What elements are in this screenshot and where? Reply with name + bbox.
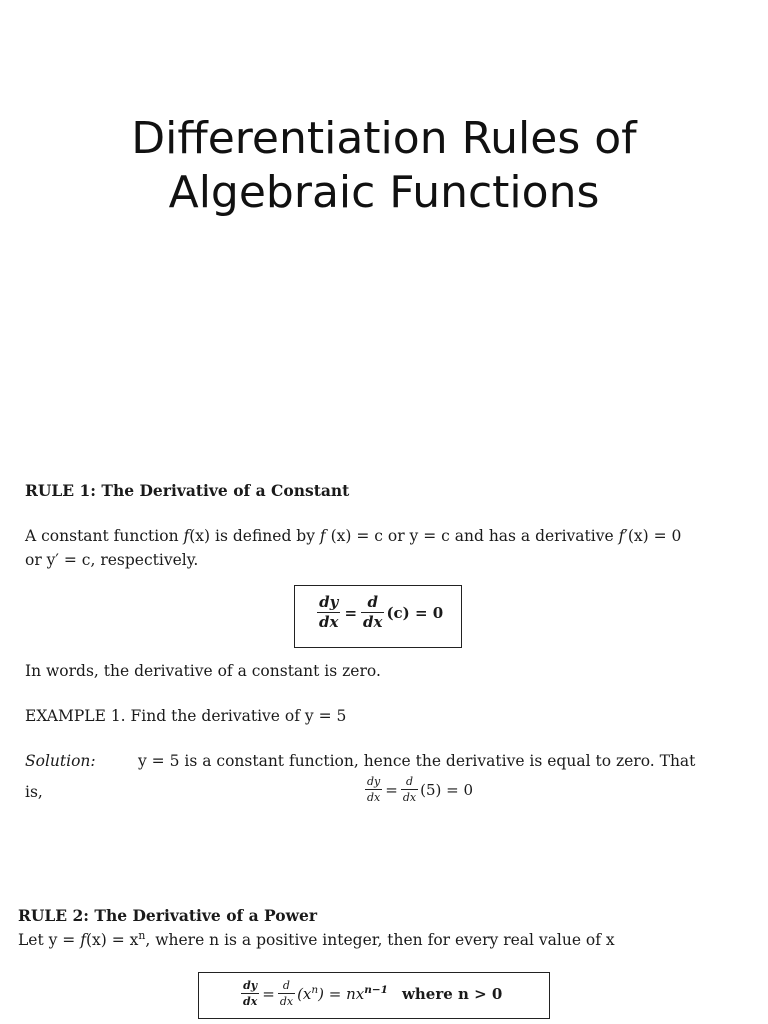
rule1-desc-f: f [183, 527, 190, 545]
rule1-desc-line1 [25, 527, 681, 545]
solution-is: is, [25, 783, 43, 801]
title-line-2: Algebraic Functions [168, 167, 600, 218]
title-line-1: Differentiation Rules of [131, 113, 637, 164]
rule2-desc-text: (x) = x [85, 931, 139, 949]
frac-numerator: d [278, 980, 295, 994]
formula-exponent: n [311, 983, 319, 996]
rule2-desc-f: f [80, 931, 86, 949]
rule2-frac-dydx [241, 980, 259, 1007]
rule2-desc-text: , where n is a positive integer, then for every real value of x [145, 931, 615, 949]
formula-tail: (c) = 0 [386, 603, 444, 622]
formula-part: (x [297, 984, 312, 1003]
equals-sign: = [344, 603, 358, 622]
solution-frac-ddx [401, 776, 418, 803]
rule1-heading: RULE 1: The Derivative of a Constant [25, 481, 350, 500]
rule2-formula-box [198, 972, 550, 1019]
frac-numerator: d [401, 776, 418, 790]
formula-condition: where n > 0 [401, 984, 503, 1003]
rule1-desc-f: f [618, 527, 625, 545]
frac-numerator: dy [241, 980, 259, 994]
formula-tail: (5) = 0 [420, 780, 473, 799]
frac-denominator: dx [363, 613, 383, 631]
frac-denominator: dx [367, 791, 381, 804]
frac-denominator: dx [319, 613, 339, 631]
rule2-desc-exponent: n [138, 929, 146, 943]
rule1-words: In words, the derivative of a constant is zero. [25, 662, 381, 680]
rule1-frac-ddx [361, 595, 384, 630]
rule2-desc-text: Let y = [18, 931, 81, 949]
rule1-frac-dydx [317, 595, 340, 630]
frac-numerator: dy [367, 775, 381, 788]
frac-denominator: dx [402, 791, 417, 804]
slide-title [0, 112, 768, 220]
rule1-desc-text: (x) = c or y = c and has a derivative [325, 527, 619, 545]
rule1-formula-box [294, 585, 462, 648]
solution-formula [365, 776, 473, 803]
equals-sign: = [262, 984, 275, 1003]
solution-frac-dydx [365, 776, 382, 803]
rule2-frac-ddx [278, 980, 295, 1007]
solution-text: y = 5 is a constant function, hence the derivative is equal to zero. That [138, 752, 696, 770]
frac-numerator: d [361, 595, 384, 613]
rule2-formula [241, 980, 502, 1007]
rule1-formula [317, 595, 443, 630]
formula-exponent: n−1 [364, 983, 388, 996]
rule1-desc-text: ′(x) = 0 [624, 527, 682, 545]
solution-label: Solution: [25, 752, 96, 770]
rule2-heading: RULE 2: The Derivative of a Power [18, 906, 317, 925]
frac-denominator: dx [243, 995, 258, 1008]
frac-numerator: dy [317, 595, 340, 613]
rule1-desc-text: A constant function [25, 527, 184, 545]
frac-denominator: dx [279, 995, 294, 1008]
rule2-desc [18, 931, 615, 949]
rule1-desc-f: f [319, 527, 326, 545]
rule2-power-term [297, 985, 388, 1003]
rule1-example: EXAMPLE 1. Find the derivative of y = 5 [25, 707, 347, 725]
equals-sign: = [385, 780, 398, 799]
formula-part: ) = nx [318, 984, 365, 1003]
rule1-desc-text: (x) is defined by [189, 527, 320, 545]
rule1-desc-line2: or y′ = c, respectively. [25, 551, 199, 569]
